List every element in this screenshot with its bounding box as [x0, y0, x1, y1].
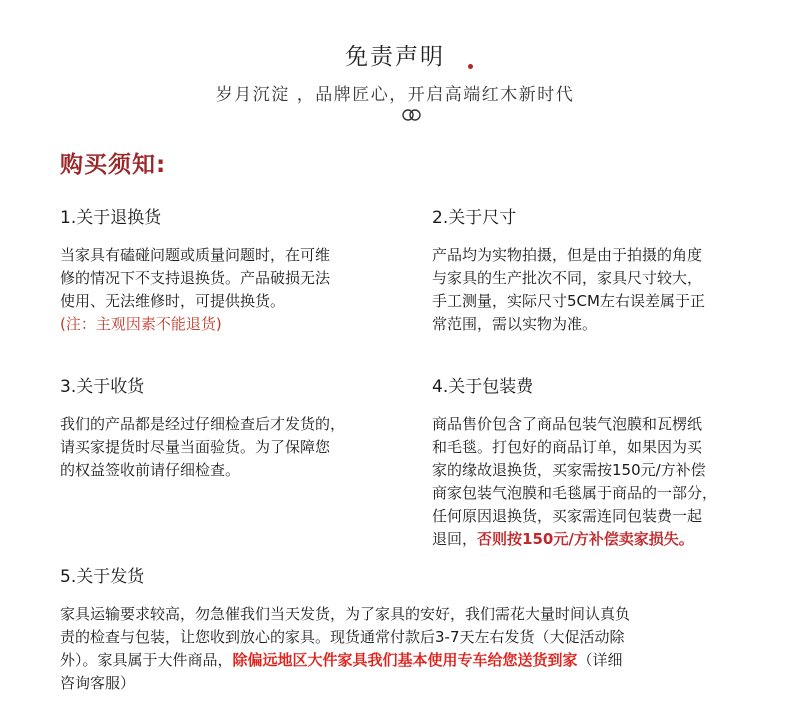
notice-line: [60, 649, 630, 672]
notice-line: 修的情况下不支持退换货。产品破损无法: [60, 269, 331, 287]
notice-heading: 5.关于发货: [60, 567, 145, 587]
notice-line: 我们的产品都是经过仔细检查后才发货的，: [60, 415, 346, 433]
notice-line: 商家包装气泡膜和毛毯属于商品的一部分，: [432, 484, 718, 502]
notice-line: 咨询客服）: [60, 674, 136, 692]
notice-heading: 3.关于收货: [60, 377, 145, 397]
notice-heading: 1.关于退换货: [60, 208, 162, 228]
notice-note: (注：主观因素不能退货): [60, 315, 222, 333]
notice-emphasis: 否则按150元/方补偿卖家损失。: [477, 530, 694, 548]
title-red-dot: [468, 64, 473, 69]
notice-item-shipping: [60, 562, 630, 695]
notice-line: 产品均为实物拍摄，但是由于拍摄的角度: [432, 246, 703, 264]
notice-line: 使用、无法维修时，可提供换货。: [60, 292, 286, 310]
purchase-notice-title: 购买须知:: [60, 152, 167, 178]
disclaimer-title: 免责声明: [345, 44, 445, 70]
notice-line: 的权益签收前请仔细检查。: [60, 461, 241, 479]
notice-line: 家的缘故退换货，买家需按150元/方补偿: [432, 461, 706, 479]
notice-line: 当家具有磕碰问题或质量问题时，在可维: [60, 246, 331, 264]
notice-text: 退回，: [432, 530, 478, 548]
notice-line: 责的检查与包装，让您收到放心的家具。现货通常付款后3-7天左右发货（大促活动除: [60, 628, 625, 646]
notice-line: 请买家提货时尽量当面验货。为了保障您: [60, 438, 331, 456]
rings-ornament-icon: [399, 108, 425, 122]
notice-item-packaging: [432, 372, 717, 551]
notice-text: （详细: [577, 651, 623, 669]
notice-line: 与家具的生产批次不同，家具尺寸较大，: [432, 269, 703, 287]
notice-heading: 2.关于尺寸: [432, 208, 517, 228]
notice-line: [432, 528, 717, 551]
notice-line: 商品售价包含了商品包装气泡膜和瓦楞纸: [432, 415, 703, 433]
notice-line: 常范围，需以实物为准。: [432, 315, 598, 333]
notice-item-receiving: [60, 372, 345, 482]
notice-line: 任何原因退换货，买家需连同包装费一起: [432, 507, 703, 525]
brand-slogan: 岁月沉淀 ，品牌匠心，开启高端红木新时代: [215, 85, 575, 105]
notice-line: 家具运输要求较高，勿急催我们当天发货，为了家具的安好，我们需花大量时间认真负: [60, 605, 631, 623]
notice-heading: 4.关于包装费: [432, 377, 534, 397]
notice-item-returns: [60, 203, 330, 336]
notice-line: 和毛毯。打包好的商品订单，如果因为买: [432, 438, 703, 456]
notice-item-size: [432, 203, 705, 336]
notice-emphasis: 除偏远地区大件家具我们基本使用专车给您送货到家: [232, 651, 578, 669]
notice-line: 手工测量，实际尺寸5CM左右误差属于正: [432, 292, 705, 310]
notice-text: 外）。家具属于大件商品，: [60, 651, 233, 669]
